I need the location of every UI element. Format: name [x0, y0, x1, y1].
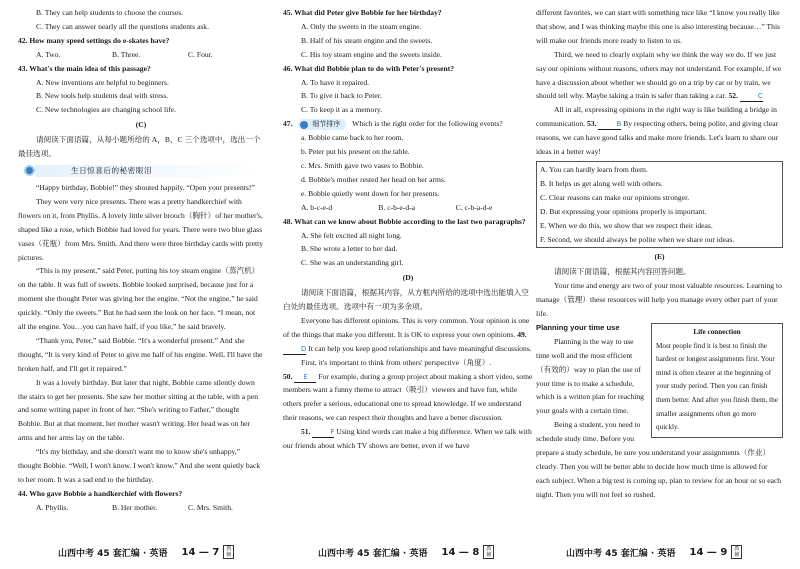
passage-c-para-5: It was a lovely birthday. But later that night, Bobbie came silently down the stairs to get her presents. She saw her mother sitting at the table, with a pen and some writing paper in front of her. “She's writing to Father,” thought Bobbie. But at that moment, her mother wasn't writing. Her head was on her arms and her arms lay on the table. — [18, 377, 258, 443]
passage-d-para-6 — [536, 48, 783, 104]
q44-options — [18, 501, 264, 515]
passage-e-intro: Your time and energy are two of your most valuable resources. Learning to manage（管理）these resources will help you manage every other part of your life. — [536, 281, 782, 319]
q42-option-c: C. Four. — [188, 49, 213, 59]
q47-tag — [298, 119, 346, 130]
q47-event-d: d. Bobbie's mother rested her head on her arms. — [301, 174, 446, 184]
blank-52-number: 52. — [728, 91, 738, 101]
q47-event-b: b. Peter put his present on the table. — [301, 147, 410, 157]
page-number: 14 — 9 — [689, 546, 728, 558]
passage-d-para-7-text-b: By respecting others, being polite, and giving clear reasons, we can have good talks and make more friends. Let's learn to share our ideas in a better way! — [536, 119, 779, 157]
passage-d-para-7-text: All in all, expressing opinions in the right way is like building a bridge in communication. — [536, 105, 777, 129]
blank-51-number: 51. — [301, 427, 311, 437]
passage-c-para-4: “Thank you, Peter,” said Bobbie. “It's a wonderful present.” And she thought, “It is very kind of Peter to give me half of his engine. Well, I'll have the broken half, and I'll get it repaired.” — [18, 335, 263, 373]
q47-event-c: c. Mrs. Smith gave two vases to Bobbie. — [301, 160, 424, 170]
q42-option-a: A. Two. — [36, 49, 61, 59]
section-c-instruction: 请阅读下面语篇，从每小题所给的 A，B，C 三个选项中，选出一个最佳选项。 — [18, 135, 261, 159]
column-right — [536, 6, 783, 502]
passage-d-para-5: different favorites, we can start with something nice like “I know you really like that show, and I was thinking maybe this one is also interesting because…” This will make our friends more ready to listen to us. — [536, 8, 781, 45]
q48-option-c: C. She was an understanding girl. — [301, 258, 404, 268]
blank-53[interactable]: B — [598, 119, 621, 130]
q44-option-c: C. Mrs. Smith. — [188, 502, 233, 512]
footer-left — [58, 542, 234, 562]
options-box — [536, 161, 783, 248]
q47-event-a: a. Bobbie came back to her room. — [301, 133, 404, 143]
banner-title: 生日惊喜后的秘密眼泪 — [35, 165, 264, 177]
question-47 — [283, 117, 533, 131]
box-option-e: E. When we do this, we show that we respect their ideas. — [540, 220, 713, 230]
footer-title: 山西中考 45 套汇编 · 英语 — [566, 548, 676, 559]
footer-title: 山西中考 45 套汇编 · 英语 — [58, 548, 168, 559]
passage-d-para-3-text: For example, during a group project about making a short video, some members want a funny theme to attract（吸引）viewers and have fun, while others prefer a serious, educational one to spread knowledge. If we understand their reasons, we can respect their thoughts and have a better discussion. — [283, 371, 533, 423]
q47-options — [283, 201, 533, 215]
q46-option-a: A. To have it repaired. — [301, 77, 370, 87]
passage-d-para-4 — [283, 425, 533, 453]
blank-53-number: 53. — [587, 119, 597, 129]
question-45: 45. What did Peter give Bobbie for her birthday? — [283, 8, 442, 17]
q41-option-c: C. They can answer nearly all the questions students ask. — [36, 21, 209, 31]
box-option-a: A. You can hardly learn from them. — [540, 164, 648, 174]
life-connection-text: Most people find it is best to finish the hardest or longest assignments first. Your mind is often clearer at the beginning of your study period. Then you can finish them better. And after you finish them, the smaller assignments often go more quickly. — [656, 341, 778, 432]
passage-d-para-1 — [283, 314, 533, 356]
q45-option-b: B. Half of his steam engine and the sweets. — [301, 35, 433, 45]
passage-e-para-1: Planning is the way to use time well and the most efficient（有效的）way to plan the use of your time is to make a schedule, which is a written plan for reaching your goals with a certain time. — [536, 336, 644, 416]
column-left — [18, 6, 264, 515]
q41-option-b: B. They can help students to choose the courses. — [36, 8, 184, 17]
q45-option-c: C. His toy steam engine and the sweets inside. — [301, 49, 442, 59]
q47-option-c: C. c-b-a-d-e — [455, 202, 493, 212]
blank-49-number: 49. — [517, 329, 527, 339]
q44-option-b: B. Her mother. — [112, 502, 158, 512]
question-44: 44. Who gave Bobbie a handkerchief with flowers? — [18, 488, 183, 498]
question-48: 48. What can we know about Bobbie according to the last two paragraphs? — [283, 216, 526, 226]
section-d-heading: (D) — [402, 273, 414, 283]
tag-dot-icon — [300, 121, 308, 129]
q46-option-b: B. To give it back to Peter. — [301, 91, 382, 101]
box-option-c: C. Clear reasons can make our opinions stronger. — [540, 192, 690, 202]
column-middle — [283, 6, 533, 453]
q42-option-b: B. Three. — [112, 49, 141, 59]
passage-e-para-2: Being a student, you need to schedule study time. Before you prepare a study schedule, be sure you understand your assignments（作业）clearly. Then you will be better able to decide how much time is allowed for each subject. When a big test is coming up, plan to review for an hour or so each night. Then you will not feel so rushed. — [536, 420, 782, 499]
box-option-f: F. Second, we should always be polite when we share our ideas. — [540, 234, 735, 244]
q43-option-a: A. New inventions are helpful to beginners. — [36, 77, 169, 87]
q47-option-b: B. c-b-e-d-a — [378, 202, 416, 212]
question-42: 42. How many speed settings do e-skates have? — [18, 35, 170, 45]
q45-option-a: A. Only the sweets in the steam engine. — [301, 21, 422, 31]
q46-option-c: C. To keep it as a memory. — [301, 105, 383, 115]
page-number: 14 — 7 — [181, 546, 220, 558]
section-d-instruction: 请阅读下面语篇，根据其内容，从方框内所给的选项中选出能填入空白处的最佳选项。选项中有一项为多余项。 — [283, 288, 529, 312]
publisher-logo-icon: 教 辅 — [731, 545, 742, 559]
section-e-instruction: 请阅读下面语篇，根据其内容回答问题。 — [554, 267, 691, 277]
passage-c-para-3: “This is my present,” said Peter, putting his toy steam engine（蒸汽机）on the table. It was full of sweets. Bobbie looked surprised, because just for a moment she thought Peter was giving her the engine. “Not the engine,” he said quickly. “Only the sweets.” But he had seen the look on her face. “I mean, not all the engine. You…you can have half, if you like,” he said bravely. — [18, 266, 260, 332]
publisher-logo-icon: 教 辅 — [223, 545, 234, 559]
footer-right — [566, 542, 742, 562]
passage-d-para-3 — [283, 370, 533, 426]
blank-50[interactable]: E — [294, 372, 316, 383]
passage-banner — [24, 164, 264, 178]
q47-option-a: A. b-c-e-d — [301, 202, 333, 212]
q48-option-b: B. She wrote a letter to her dad. — [301, 244, 398, 254]
life-connection-box — [651, 323, 783, 438]
q43-option-b: B. New tools help students deal with stress. — [36, 91, 169, 101]
blank-49[interactable]: D — [283, 344, 306, 355]
footer-title: 山西中考 45 套汇编 · 英语 — [318, 548, 428, 559]
passage-c-para-1: “Happy birthday, Bobbie!” they shouted happily. “Open your presents!” — [36, 182, 255, 192]
passage-d-para-1-text: Everyone has different opinions. This is very common. Your opinion is one of the things that make you different. It is OK to express your own opinions. — [283, 315, 530, 339]
q42-options — [18, 48, 264, 62]
box-option-d: D. But expressing your opinions properly is important. — [540, 206, 707, 216]
section-c-heading: (C) — [135, 120, 147, 130]
question-46: 46. What did Bobbie plan to do with Peter's present? — [283, 63, 455, 73]
publisher-logo-icon: 教 辅 — [483, 545, 494, 559]
page-number: 14 — 8 — [441, 546, 480, 558]
q47-tag-label: 细节排序 — [312, 119, 341, 128]
blank-51[interactable]: F — [312, 427, 334, 438]
passage-e-heading: Planning your time use — [536, 322, 620, 332]
q44-option-a: A. Phyllis. — [36, 502, 69, 512]
passage-d-para-2: First, it's important to think from others' perspective（角度）. — [301, 357, 492, 367]
blank-50-number: 50. — [283, 371, 293, 381]
passage-c-para-2: They were very nice presents. There was a pretty handkerchief with flowers on it, from Phyllis. A lovely little silver brooch（胸针）of her mother's, shaped like a rose, which Bobbie had loved for years. There were two blue glass vases（花瓶）from Mrs. Smith. And there were three birthday cards with pretty pictures. — [18, 196, 264, 262]
blank-52[interactable]: C — [740, 91, 763, 102]
q43-option-c: C. New technologies are changing school life. — [36, 105, 177, 115]
question-43: 43. What's the main idea of this passage? — [18, 63, 151, 73]
q47-number: 47. — [283, 119, 293, 129]
life-connection-title: Life connection — [693, 327, 741, 336]
banner-dot-icon — [24, 165, 35, 176]
footer-middle — [318, 542, 494, 562]
passage-d-para-6-text: Third, we need to clearly explain why we think the way we do. If we just say our opinions without reasons, others may not understand. For example, if we have a discussion about whether we should go on a trip by car or by train, we should tell why. Maybe taking a train is safer than taking a car. — [536, 49, 782, 101]
q48-option-a: A. She felt excited all night long. — [301, 230, 402, 240]
passage-d-para-1-text-b: It can help you keep good relationships and have meaningful discussions. — [308, 343, 532, 353]
q47-text: Which is the right order for the following events? — [352, 119, 503, 129]
passage-d-para-7 — [536, 103, 783, 159]
section-e-heading: (E) — [654, 252, 665, 262]
passage-c-para-6: “It's my birthday, and she doesn't want me to know she's unhappy,” thought Bobbie. “Well, I won't know. I won't know.” And she went quietly back to her room. It was a sad end to the birthday. — [18, 447, 261, 484]
box-option-b: B. It helps us get along well with others. — [540, 178, 663, 188]
q47-event-e: e. Bobbie quietly went down for her presents. — [301, 188, 440, 198]
passage-d-para-4-text: Using kind words can make a big difference. When we talk with our friends about which TV shows are better, even if we have — [283, 427, 532, 451]
